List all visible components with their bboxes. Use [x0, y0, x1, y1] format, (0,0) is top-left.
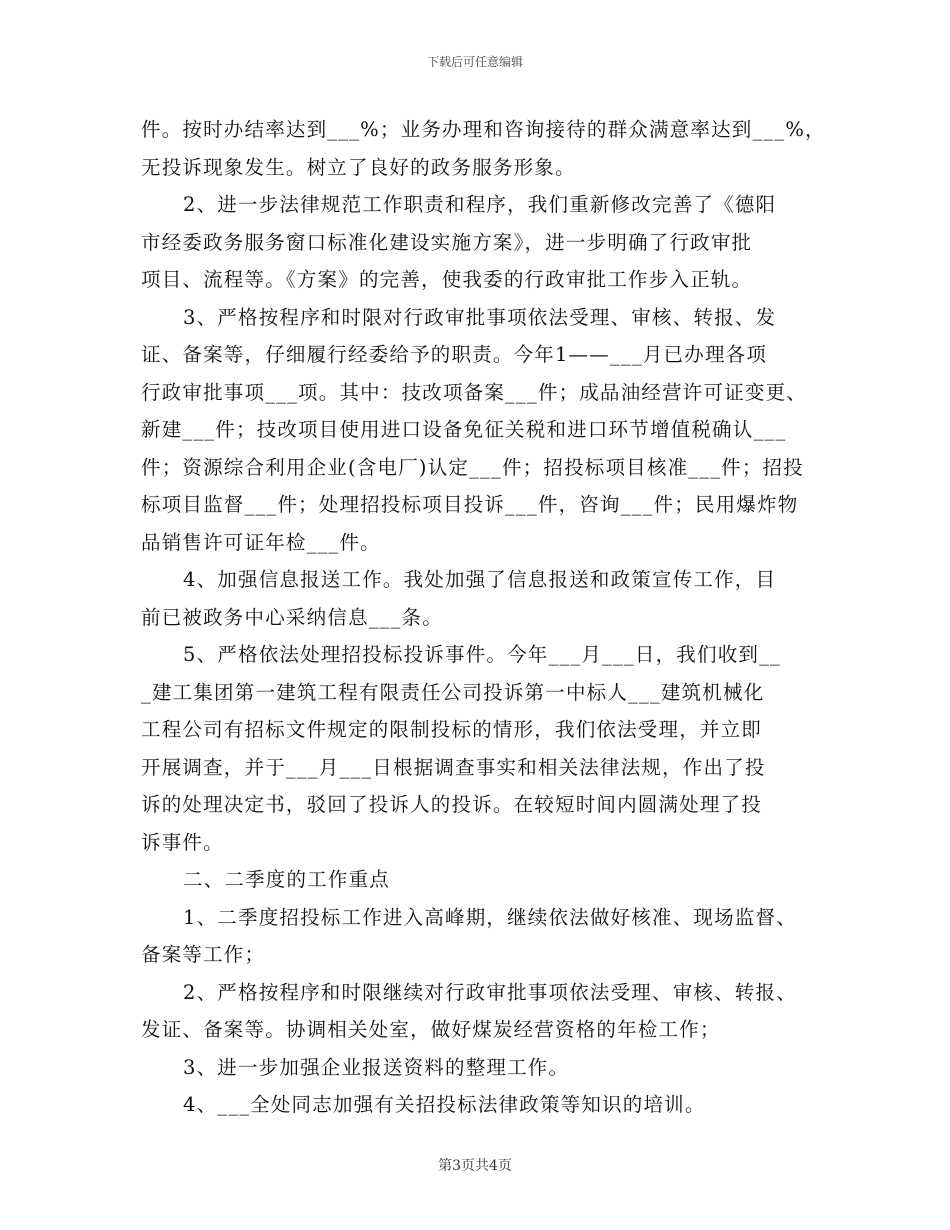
paragraph-start: 2、严格按程序和时限继续对行政审批事项依法受理、审核、转报、 [183, 980, 797, 1004]
paragraph-start: 2、进一步法律规范工作职责和程序，我们重新修改完善了《德阳 [183, 193, 777, 216]
text-line: 备案等工作； [141, 943, 266, 966]
text-line: _建工集团第一建筑工程有限责任公司投诉第一中标人___建筑机械化 [141, 680, 765, 704]
text-line: 发证、备案等。协调相关处室，做好煤炭经营资格的年检工作； [141, 1018, 721, 1041]
document-body [141, 111, 826, 1124]
paragraph-start: 1、二季度招投标工作进入高峰期，继续依法做好核准、现场监督、 [183, 905, 797, 929]
text-line: 市经委政务服务窗口标准化建设实施方案》，进一步明确了行政审批 [141, 230, 753, 254]
text-line: 项目、流程等。《方案》的完善，使我委的行政审批工作步入正轨。 [141, 268, 753, 291]
text-line: 证、备案等，仔细履行经委给予的职责。今年1——___月已办理各项 [141, 343, 768, 366]
text-line: 无投诉现象发生。树立了良好的政务服务形象。 [141, 155, 576, 179]
page-footer: 第3页共4页 [438, 1158, 512, 1174]
text-line: 行政审批事项___项。其中：技改项备案___件；成品油经营许可证变更、 [141, 380, 808, 404]
page-header: 下载后可任意编辑 [426, 55, 523, 69]
text-line: 诉的处理决定书，驳回了投诉人的投诉。在较短时间内圆满处理了投 [141, 793, 763, 816]
paragraph-start: 5、严格依法处理招投标投诉事件。今年___月___日，我们收到__ [183, 643, 782, 666]
text-line: 工程公司有招标文件规定的限制投标的情形，我们依法受理，并立即 [141, 718, 763, 741]
text-line: 件。按时办结率达到___%；业务办理和咨询接待的群众满意率达到___%， [141, 118, 826, 141]
text-line: 新建___件；技改项目使用进口设备免征关税和进口环节增值税确认___ [141, 418, 787, 441]
text-line: 件；资源综合利用企业(含电厂)认定___件；招投标项目核准___件；招投 [141, 455, 804, 479]
text-line: 开展调查，并于___月___日根据调查事实和相关法律法规，作出了投 [141, 755, 766, 779]
paragraph-start: 3、进一步加强企业报送资料的整理工作。 [183, 1055, 570, 1079]
text-line: 诉事件。 [141, 830, 224, 854]
text-line: 标项目监督___件；处理招投标项目投诉___件，咨询___件；民用爆炸物 [141, 493, 799, 516]
text-line: 前已被政务中心采纳信息___条。 [141, 605, 443, 629]
paragraph-start: 4、加强信息报送工作。我处加强了信息报送和政策宣传工作，目 [183, 568, 777, 591]
text-line: 品销售许可证年检___件。 [141, 530, 381, 554]
section-heading: 二、二季度的工作重点 [183, 868, 391, 891]
paragraph-start: 4、___全处同志加强有关招投标法律政策等知识的培训。 [183, 1093, 706, 1116]
paragraph-start: 3、严格按程序和时限对行政审批事项依法受理、审核、转报、发 [183, 305, 777, 329]
